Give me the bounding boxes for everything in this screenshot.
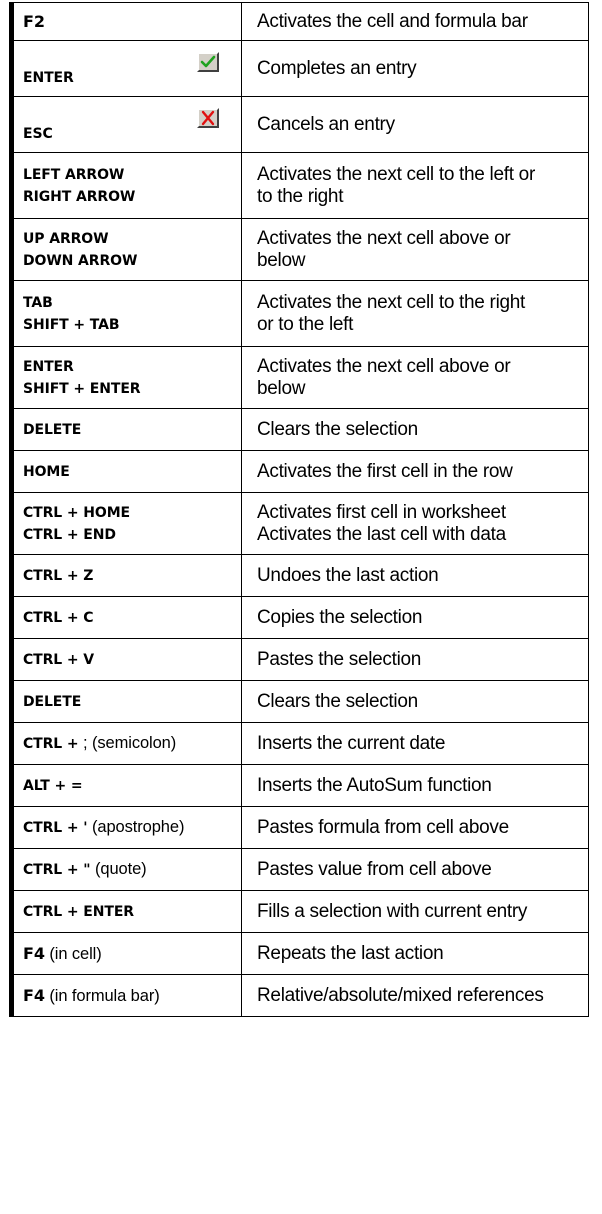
shortcut-key-lines [23, 565, 235, 587]
shortcut-key-lines [23, 901, 235, 923]
shortcut-description-lines [257, 691, 582, 713]
table-row [12, 975, 589, 1017]
shortcut-key-lines [23, 461, 235, 483]
shortcut-key: CTRL + " [23, 862, 91, 878]
shortcut-key: CTRL + ' [23, 820, 88, 836]
shortcut-description-lines [257, 11, 582, 33]
shortcut-description-cell [242, 639, 589, 681]
shortcut-key-cell [12, 807, 242, 849]
shortcut-key-lines [23, 691, 235, 713]
shortcut-key: CTRL + [23, 736, 79, 752]
shortcut-description: Clears the selection [257, 690, 418, 712]
shortcut-description-lines [257, 565, 582, 587]
shortcut-key: CTRL + C [23, 609, 94, 626]
shortcut-key-note: ; (semicolon) [78, 734, 177, 752]
shortcut-description-cell [242, 41, 589, 97]
shortcut-description: or to the left [257, 313, 354, 335]
shortcut-description-lines [257, 859, 582, 881]
shortcut-description-cell [242, 451, 589, 493]
shortcut-key-cell [12, 97, 242, 153]
shortcut-description: Cancels an entry [257, 113, 395, 135]
shortcut-key-note: (in cell) [44, 944, 102, 963]
table-row [12, 41, 589, 97]
shortcut-description-cell [242, 347, 589, 409]
shortcut-key-cell [12, 3, 242, 41]
shortcut-key: SHIFT + ENTER [23, 380, 141, 397]
table-row [12, 409, 589, 451]
shortcut-key-cell [12, 555, 242, 597]
shortcut-key-cell [12, 849, 242, 891]
shortcut-description-cell [242, 555, 589, 597]
shortcut-key-cell [12, 639, 242, 681]
table-row [12, 347, 589, 409]
shortcut-key: F4 [23, 985, 45, 1005]
cancel-x-icon [197, 108, 219, 128]
shortcut-description: Activates the next cell to the left or [257, 163, 535, 185]
enter-checkmark-icon [197, 52, 219, 72]
table-row [12, 451, 589, 493]
shortcut-key-cell [12, 41, 242, 97]
shortcut-description-lines [257, 649, 582, 671]
shortcut-description-lines [257, 114, 582, 136]
shortcut-key-lines [23, 649, 235, 671]
shortcut-key-cell [12, 493, 242, 555]
shortcut-key-cell [12, 597, 242, 639]
table-row [12, 597, 589, 639]
shortcut-description: Undoes the last action [257, 564, 439, 586]
shortcut-key: TAB [23, 294, 53, 311]
shortcut-description-lines [257, 943, 582, 965]
table-row [12, 933, 589, 975]
table-row [12, 97, 589, 153]
shortcut-key-cell [12, 153, 242, 219]
shortcut-description: to the right [257, 185, 344, 207]
shortcut-key-lines [23, 228, 235, 272]
shortcut-description: Fills a selection with current entry [257, 900, 528, 922]
shortcut-description-lines [257, 164, 582, 208]
table-row [12, 3, 589, 41]
table-row [12, 765, 589, 807]
shortcut-key-note: (in formula bar) [44, 986, 160, 1005]
shortcut-key: DOWN ARROW [23, 252, 138, 269]
shortcut-key-cell [12, 347, 242, 409]
shortcut-description-cell [242, 681, 589, 723]
table-row [12, 723, 589, 765]
shortcut-description-cell [242, 849, 589, 891]
shortcut-description: Pastes formula from cell above [257, 816, 509, 838]
shortcuts-table-body [12, 3, 589, 1017]
shortcut-key-cell [12, 681, 242, 723]
shortcut-description-lines [257, 58, 582, 80]
shortcut-description-cell [242, 3, 589, 41]
shortcut-key: ENTER [23, 358, 74, 375]
shortcut-key-cell [12, 451, 242, 493]
shortcut-description: Clears the selection [257, 418, 418, 440]
table-row [12, 849, 589, 891]
shortcut-key-cell [12, 891, 242, 933]
shortcut-description-lines [257, 292, 582, 336]
shortcut-description-lines [257, 985, 582, 1007]
shortcut-description-lines [257, 607, 582, 629]
shortcut-key: RIGHT ARROW [23, 188, 136, 205]
shortcut-description-lines [257, 461, 582, 483]
shortcut-key: F4 [23, 943, 45, 963]
shortcut-description: Activates the next cell to the right [257, 291, 526, 313]
table-row [12, 281, 589, 347]
shortcut-description: Activates the first cell in the row [257, 460, 513, 482]
table-row [12, 681, 589, 723]
shortcut-key: UP ARROW [23, 230, 109, 247]
shortcut-description-cell [242, 933, 589, 975]
shortcut-description-lines [257, 775, 582, 797]
shortcut-key: LEFT ARROW [23, 166, 125, 183]
table-row [12, 639, 589, 681]
keyboard-shortcuts-table [9, 2, 589, 1017]
shortcut-key: F2 [23, 11, 45, 31]
shortcut-description: below [257, 377, 306, 399]
shortcut-description-cell [242, 807, 589, 849]
shortcut-description: Completes an entry [257, 57, 417, 79]
shortcut-description: Repeats the last action [257, 942, 444, 964]
shortcut-description-lines [257, 901, 582, 923]
shortcut-key: SHIFT + TAB [23, 316, 120, 333]
shortcut-description-cell [242, 975, 589, 1017]
shortcut-key-lines [23, 419, 235, 441]
shortcut-description-cell [242, 281, 589, 347]
shortcut-key-cell [12, 281, 242, 347]
shortcut-description: Activates the next cell above or [257, 227, 511, 249]
shortcut-description-cell [242, 409, 589, 451]
shortcut-description-cell [242, 597, 589, 639]
shortcut-key-cell [12, 723, 242, 765]
table-row [12, 555, 589, 597]
table-row [12, 807, 589, 849]
shortcut-description-cell [242, 723, 589, 765]
shortcut-key-cell [12, 975, 242, 1017]
shortcut-description-lines [257, 502, 582, 546]
shortcut-key: ESC [23, 126, 53, 142]
shortcut-description-lines [257, 733, 582, 755]
shortcut-key-lines [23, 502, 235, 546]
shortcut-description-lines [257, 419, 582, 441]
shortcut-key: HOME [23, 463, 70, 480]
shortcut-key-note: (quote) [90, 860, 147, 878]
shortcut-key-cell [12, 219, 242, 281]
shortcut-key: CTRL + HOME [23, 504, 131, 521]
shortcut-description: Activates the next cell above or [257, 355, 511, 377]
shortcut-key: CTRL + V [23, 651, 95, 668]
shortcut-description: below [257, 249, 306, 271]
shortcut-key: CTRL + Z [23, 567, 94, 584]
shortcut-description-cell [242, 219, 589, 281]
shortcut-description-lines [257, 356, 582, 400]
table-row [12, 153, 589, 219]
shortcut-key-lines [23, 356, 235, 400]
shortcut-description: Activates first cell in worksheet [257, 501, 506, 523]
shortcut-key: DELETE [23, 421, 82, 438]
shortcut-description-lines [257, 817, 582, 839]
shortcut-key: DELETE [23, 693, 82, 710]
shortcut-description: Activates the last cell with data [257, 523, 506, 545]
shortcut-description-cell [242, 891, 589, 933]
shortcut-description-cell [242, 765, 589, 807]
shortcut-description: Inserts the current date [257, 732, 446, 754]
table-row [12, 219, 589, 281]
shortcut-key-lines [23, 292, 235, 336]
shortcut-key-cell [12, 409, 242, 451]
shortcut-key-lines [23, 164, 235, 208]
shortcut-key-cell [12, 765, 242, 807]
shortcut-description-cell [242, 153, 589, 219]
shortcut-key-lines [23, 775, 235, 797]
shortcut-description-cell [242, 493, 589, 555]
shortcut-key-lines [23, 607, 235, 629]
table-row [12, 891, 589, 933]
shortcut-description-lines [257, 228, 582, 272]
shortcut-description-cell [242, 97, 589, 153]
shortcut-key: CTRL + END [23, 526, 116, 543]
shortcut-description: Copies the selection [257, 606, 423, 628]
shortcut-key: ENTER [23, 70, 74, 86]
shortcut-key-cell [12, 933, 242, 975]
shortcut-description: Relative/absolute/mixed references [257, 984, 544, 1006]
shortcut-description: Pastes value from cell above [257, 858, 492, 880]
shortcut-description: Pastes the selection [257, 648, 422, 670]
shortcut-key: ALT + = [23, 777, 83, 794]
shortcut-key-lines [23, 11, 235, 33]
shortcut-description: Activates the cell and formula bar [257, 10, 528, 32]
table-row [12, 493, 589, 555]
shortcut-key-note: (apostrophe) [87, 818, 185, 836]
shortcut-key: CTRL + ENTER [23, 903, 134, 920]
shortcut-description: Inserts the AutoSum function [257, 774, 492, 796]
